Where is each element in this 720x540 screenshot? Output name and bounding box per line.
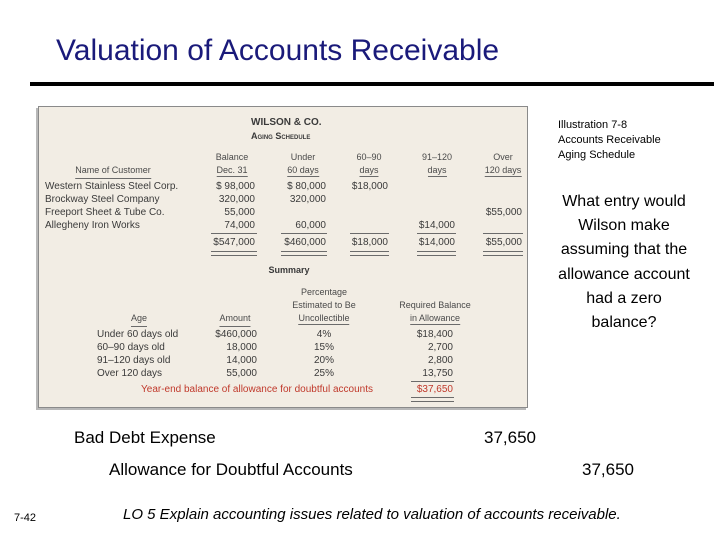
slide-number: 7-42 bbox=[14, 512, 37, 524]
60-90-cell: $18,000 bbox=[351, 181, 388, 192]
summary-header-req-line2: in Allowance bbox=[409, 313, 461, 323]
total-double-line bbox=[483, 251, 523, 256]
summary-header-req-line1: Required Balance bbox=[399, 300, 471, 310]
debit-account: Bad Debt Expense bbox=[74, 428, 216, 447]
summary-row bbox=[39, 329, 527, 342]
summary-age: 91–120 days old bbox=[97, 355, 171, 366]
balance-cell: 320,000 bbox=[218, 194, 255, 205]
subtotal-line bbox=[281, 233, 327, 234]
caption-line-1: Illustration 7-8 bbox=[558, 119, 628, 131]
balance-cell: 55,000 bbox=[224, 207, 255, 218]
question-text: What entry would Wilson make assuming that the allowance account had a zero balance? bbox=[558, 193, 690, 332]
header-over120-line1: Over bbox=[493, 152, 513, 162]
caption-line-3: Aging Schedule bbox=[558, 149, 636, 161]
customer-name: Western Stainless Steel Corp. bbox=[45, 181, 179, 192]
total-double-line bbox=[211, 251, 257, 256]
header-91-120-line1: 91–120 bbox=[421, 152, 453, 162]
summary-required: 2,800 bbox=[427, 355, 453, 366]
year-end-label: Year-end balance of allowance for doubtful accounts bbox=[141, 384, 374, 395]
under60-cell: 320,000 bbox=[289, 194, 326, 205]
summary-age: Over 120 days bbox=[97, 368, 163, 379]
summary-row bbox=[39, 368, 527, 381]
total-double-line bbox=[281, 251, 327, 256]
customer-row bbox=[39, 181, 527, 194]
header-91-120 bbox=[422, 151, 452, 177]
header-under60-line2: 60 days bbox=[287, 165, 319, 175]
summary-amount: 14,000 bbox=[226, 355, 257, 366]
summary-pct: 20% bbox=[313, 355, 335, 366]
over120-cell: $55,000 bbox=[485, 207, 522, 218]
under60-cell: $ 80,000 bbox=[287, 181, 326, 192]
header-name: Name of Customer bbox=[75, 164, 151, 179]
91-120-cell: $14,000 bbox=[418, 220, 455, 231]
summary-title: Summary bbox=[268, 265, 310, 275]
summary-row bbox=[39, 355, 527, 368]
total-double-line bbox=[417, 251, 456, 256]
header-60-90-line2: days bbox=[359, 165, 379, 175]
subtotal-line bbox=[483, 233, 523, 234]
schedule-subtitle: Aging Schedule bbox=[251, 131, 311, 141]
header-over120 bbox=[485, 151, 522, 177]
summary-age: 60–90 days old bbox=[97, 342, 165, 353]
summary-header-required bbox=[399, 299, 471, 325]
summary-pct: 25% bbox=[313, 368, 335, 379]
summary-amount: 18,000 bbox=[226, 342, 257, 353]
summary-header-percentage bbox=[292, 286, 356, 325]
customer-name: Allegheny Iron Works bbox=[45, 220, 140, 231]
subtotal-line bbox=[350, 233, 389, 234]
summary-required: 13,750 bbox=[422, 368, 453, 379]
summary-pct: 4% bbox=[316, 329, 332, 340]
title-rule bbox=[30, 82, 714, 86]
header-over120-line2: 120 days bbox=[484, 165, 522, 175]
balance-cell: 74,000 bbox=[224, 220, 255, 231]
total-60-90: $18,000 bbox=[351, 237, 388, 248]
total-double-line bbox=[350, 251, 389, 256]
summary-header-pct-line1: Percentage bbox=[300, 287, 348, 297]
summary-required: 2,700 bbox=[427, 342, 453, 353]
summary-amount: $460,000 bbox=[215, 329, 257, 340]
summary-required: $18,400 bbox=[416, 329, 453, 340]
customer-name: Brockway Steel Company bbox=[45, 194, 160, 205]
summary-header-pct-line3: Uncollectible bbox=[298, 313, 350, 323]
total-under60: $460,000 bbox=[284, 237, 326, 248]
company-name: WILSON & CO. bbox=[251, 117, 322, 128]
under60-cell: 60,000 bbox=[295, 220, 326, 231]
credit-amount: 37,650 bbox=[582, 460, 634, 479]
summary-row bbox=[39, 342, 527, 355]
subtotal-line bbox=[211, 233, 257, 234]
header-balance-line2: Dec. 31 bbox=[216, 165, 248, 175]
header-under60-line1: Under bbox=[290, 152, 316, 162]
header-91-120-line2: days bbox=[427, 165, 447, 175]
summary-header-amount: Amount bbox=[219, 312, 250, 327]
header-60-90 bbox=[356, 151, 381, 177]
customer-row bbox=[39, 207, 527, 220]
slide-title: Valuation of Accounts Receivable bbox=[56, 34, 500, 67]
summary-age: Under 60 days old bbox=[97, 329, 179, 340]
credit-account: Allowance for Doubtful Accounts bbox=[109, 460, 353, 479]
required-subtotal-line bbox=[411, 381, 454, 382]
header-under60 bbox=[287, 151, 319, 177]
customer-name: Freeport Sheet & Tube Co. bbox=[45, 207, 165, 218]
total-91-120: $14,000 bbox=[418, 237, 455, 248]
summary-header-age: Age bbox=[131, 312, 147, 327]
header-balance-line1: Balance bbox=[215, 152, 249, 162]
year-end-double-line bbox=[411, 397, 454, 402]
customer-row bbox=[39, 194, 527, 207]
total-balance: $547,000 bbox=[213, 237, 255, 248]
summary-amount: 55,000 bbox=[226, 368, 257, 379]
header-60-90-line1: 60–90 bbox=[356, 152, 382, 162]
balance-cell: $ 98,000 bbox=[216, 181, 255, 192]
summary-pct: 15% bbox=[313, 342, 335, 353]
summary-header-pct-line2: Estimated to Be bbox=[292, 300, 356, 310]
total-over120: $55,000 bbox=[485, 237, 522, 248]
year-end-total: $37,650 bbox=[416, 384, 453, 395]
subtotal-line bbox=[417, 233, 456, 234]
illustration-caption bbox=[558, 118, 661, 163]
learning-objective: LO 5 Explain accounting issues related to valuation of accounts receivable. bbox=[123, 506, 621, 523]
customer-row bbox=[39, 220, 527, 233]
caption-line-2: Accounts Receivable bbox=[558, 134, 661, 146]
aging-schedule-illustration bbox=[38, 106, 528, 408]
header-balance bbox=[216, 151, 249, 177]
debit-amount: 37,650 bbox=[484, 428, 536, 447]
